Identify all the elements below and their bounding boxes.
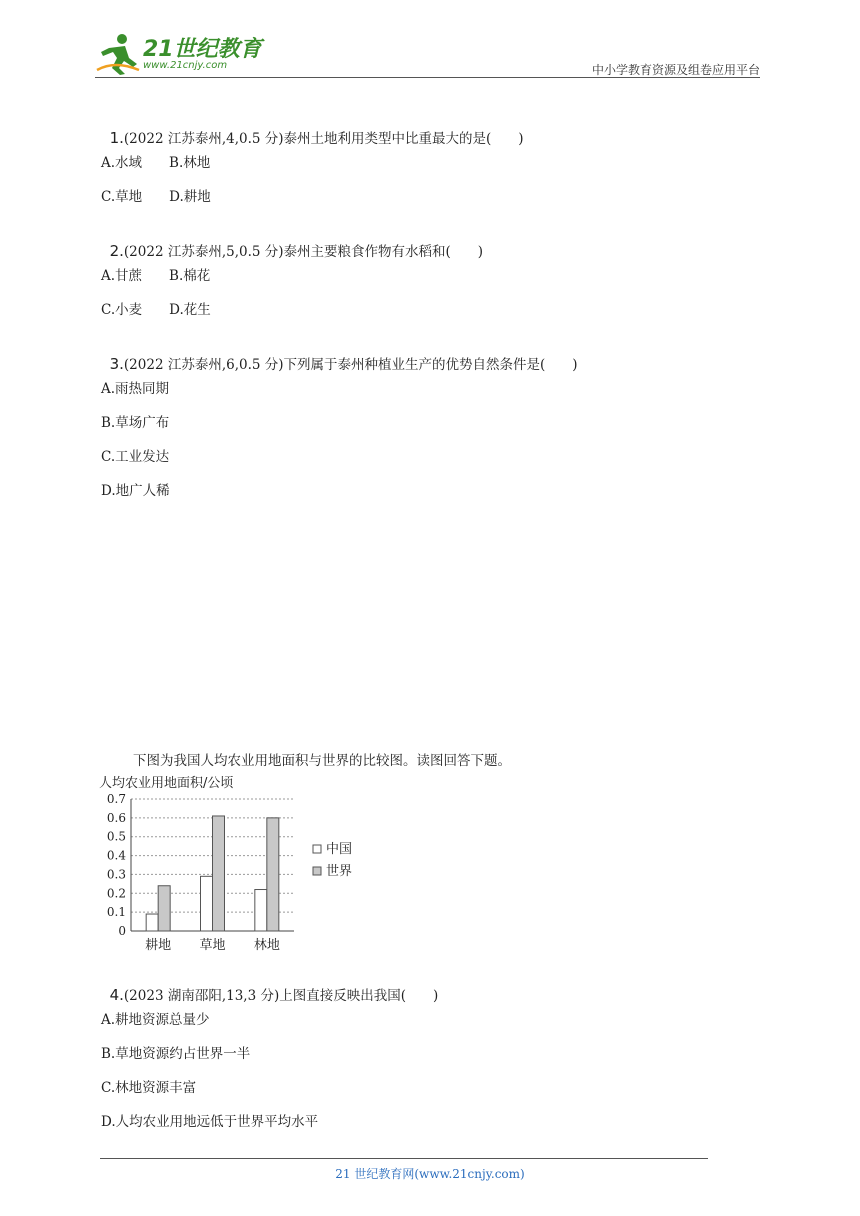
bar-chart	[96, 773, 366, 958]
footer-divider	[100, 1158, 708, 1159]
y-tick-label: 0	[118, 924, 126, 938]
header-tagline: 中小学教育资源及组卷应用平台	[591, 63, 760, 77]
logo	[95, 30, 295, 78]
y-tick-label: 0.5	[106, 829, 126, 844]
x-tick-label: 林地	[253, 938, 280, 953]
question-1	[101, 111, 524, 147]
y-tick-label: 0.7	[106, 792, 126, 806]
legend-label: 中国	[326, 842, 353, 857]
runner-logo-icon	[95, 30, 141, 76]
footer-text: 21 世纪教育网(www.21cnjy.com)	[335, 1167, 525, 1181]
question-3	[101, 337, 578, 373]
bar-world	[158, 886, 170, 931]
question-stem: (2023 湖南邵阳,13,3 分)上图直接反映出我国( )	[123, 988, 439, 1004]
y-tick-label: 0.1	[106, 905, 126, 920]
question-number: 3.	[109, 355, 124, 373]
question-4-option: A.耕地资源总量少	[101, 1012, 210, 1028]
y-tick-label: 0.4	[106, 848, 126, 863]
legend-swatch	[313, 867, 321, 875]
chart-legend	[313, 841, 352, 879]
legend-label: 世界	[326, 864, 353, 879]
chart-bars	[146, 816, 279, 931]
question-4-option: B.草地资源约占世界一半	[101, 1046, 251, 1062]
question-3-option: B.草场广布	[101, 415, 170, 431]
y-tick-label: 0.3	[106, 867, 126, 882]
y-tick-label: 0.2	[106, 886, 126, 901]
header-divider	[95, 77, 760, 78]
question-2-options-row: C.小麦 D.花生	[101, 302, 211, 318]
bar-world	[213, 816, 225, 931]
logo-url: www.21cnjy.com	[143, 60, 228, 71]
question-1-options-row: A.水域 B.林地	[101, 155, 211, 171]
question-number: 2.	[109, 242, 124, 260]
legend-swatch	[313, 845, 321, 853]
bar-china	[201, 876, 213, 931]
question-4	[101, 968, 438, 1004]
bar-china	[146, 914, 158, 931]
x-axis-ticks	[145, 937, 280, 953]
bar-china	[255, 890, 267, 931]
question-2	[101, 224, 483, 260]
question-1-options-row: C.草地 D.耕地	[101, 189, 211, 205]
question-4-option: D.人均农业用地远低于世界平均水平	[101, 1114, 319, 1130]
logo-brand: 21世纪教育	[143, 37, 262, 62]
question-3-option: A.雨热同期	[101, 381, 170, 397]
x-tick-label: 草地	[199, 938, 226, 953]
question-3-option: D.地广人稀	[101, 483, 170, 499]
question-stem: (2022 江苏泰州,4,0.5 分)泰州土地利用类型中比重最大的是( )	[123, 131, 524, 147]
question-4-option: C.林地资源丰富	[101, 1080, 197, 1096]
bar-world	[267, 818, 279, 931]
y-axis-label: 人均农业用地面积/公顷	[99, 776, 234, 791]
chart-intro-text: 下图为我国人均农业用地面积与世界的比较图。读图回答下题。	[133, 753, 511, 769]
y-axis-ticks	[107, 792, 126, 938]
question-3-option: C.工业发达	[101, 449, 170, 465]
question-stem: (2022 江苏泰州,6,0.5 分)下列属于泰州种植业生产的优势自然条件是( )	[123, 357, 578, 373]
page-header	[95, 30, 760, 80]
x-tick-label: 耕地	[145, 938, 172, 953]
y-tick-label: 0.6	[106, 810, 126, 825]
question-stem: (2022 江苏泰州,5,0.5 分)泰州主要粮食作物有水稻和( )	[123, 244, 484, 260]
question-2-options-row: A.甘蔗 B.棉花	[101, 268, 211, 284]
question-number: 4.	[109, 986, 124, 1004]
question-number: 1.	[109, 129, 124, 147]
